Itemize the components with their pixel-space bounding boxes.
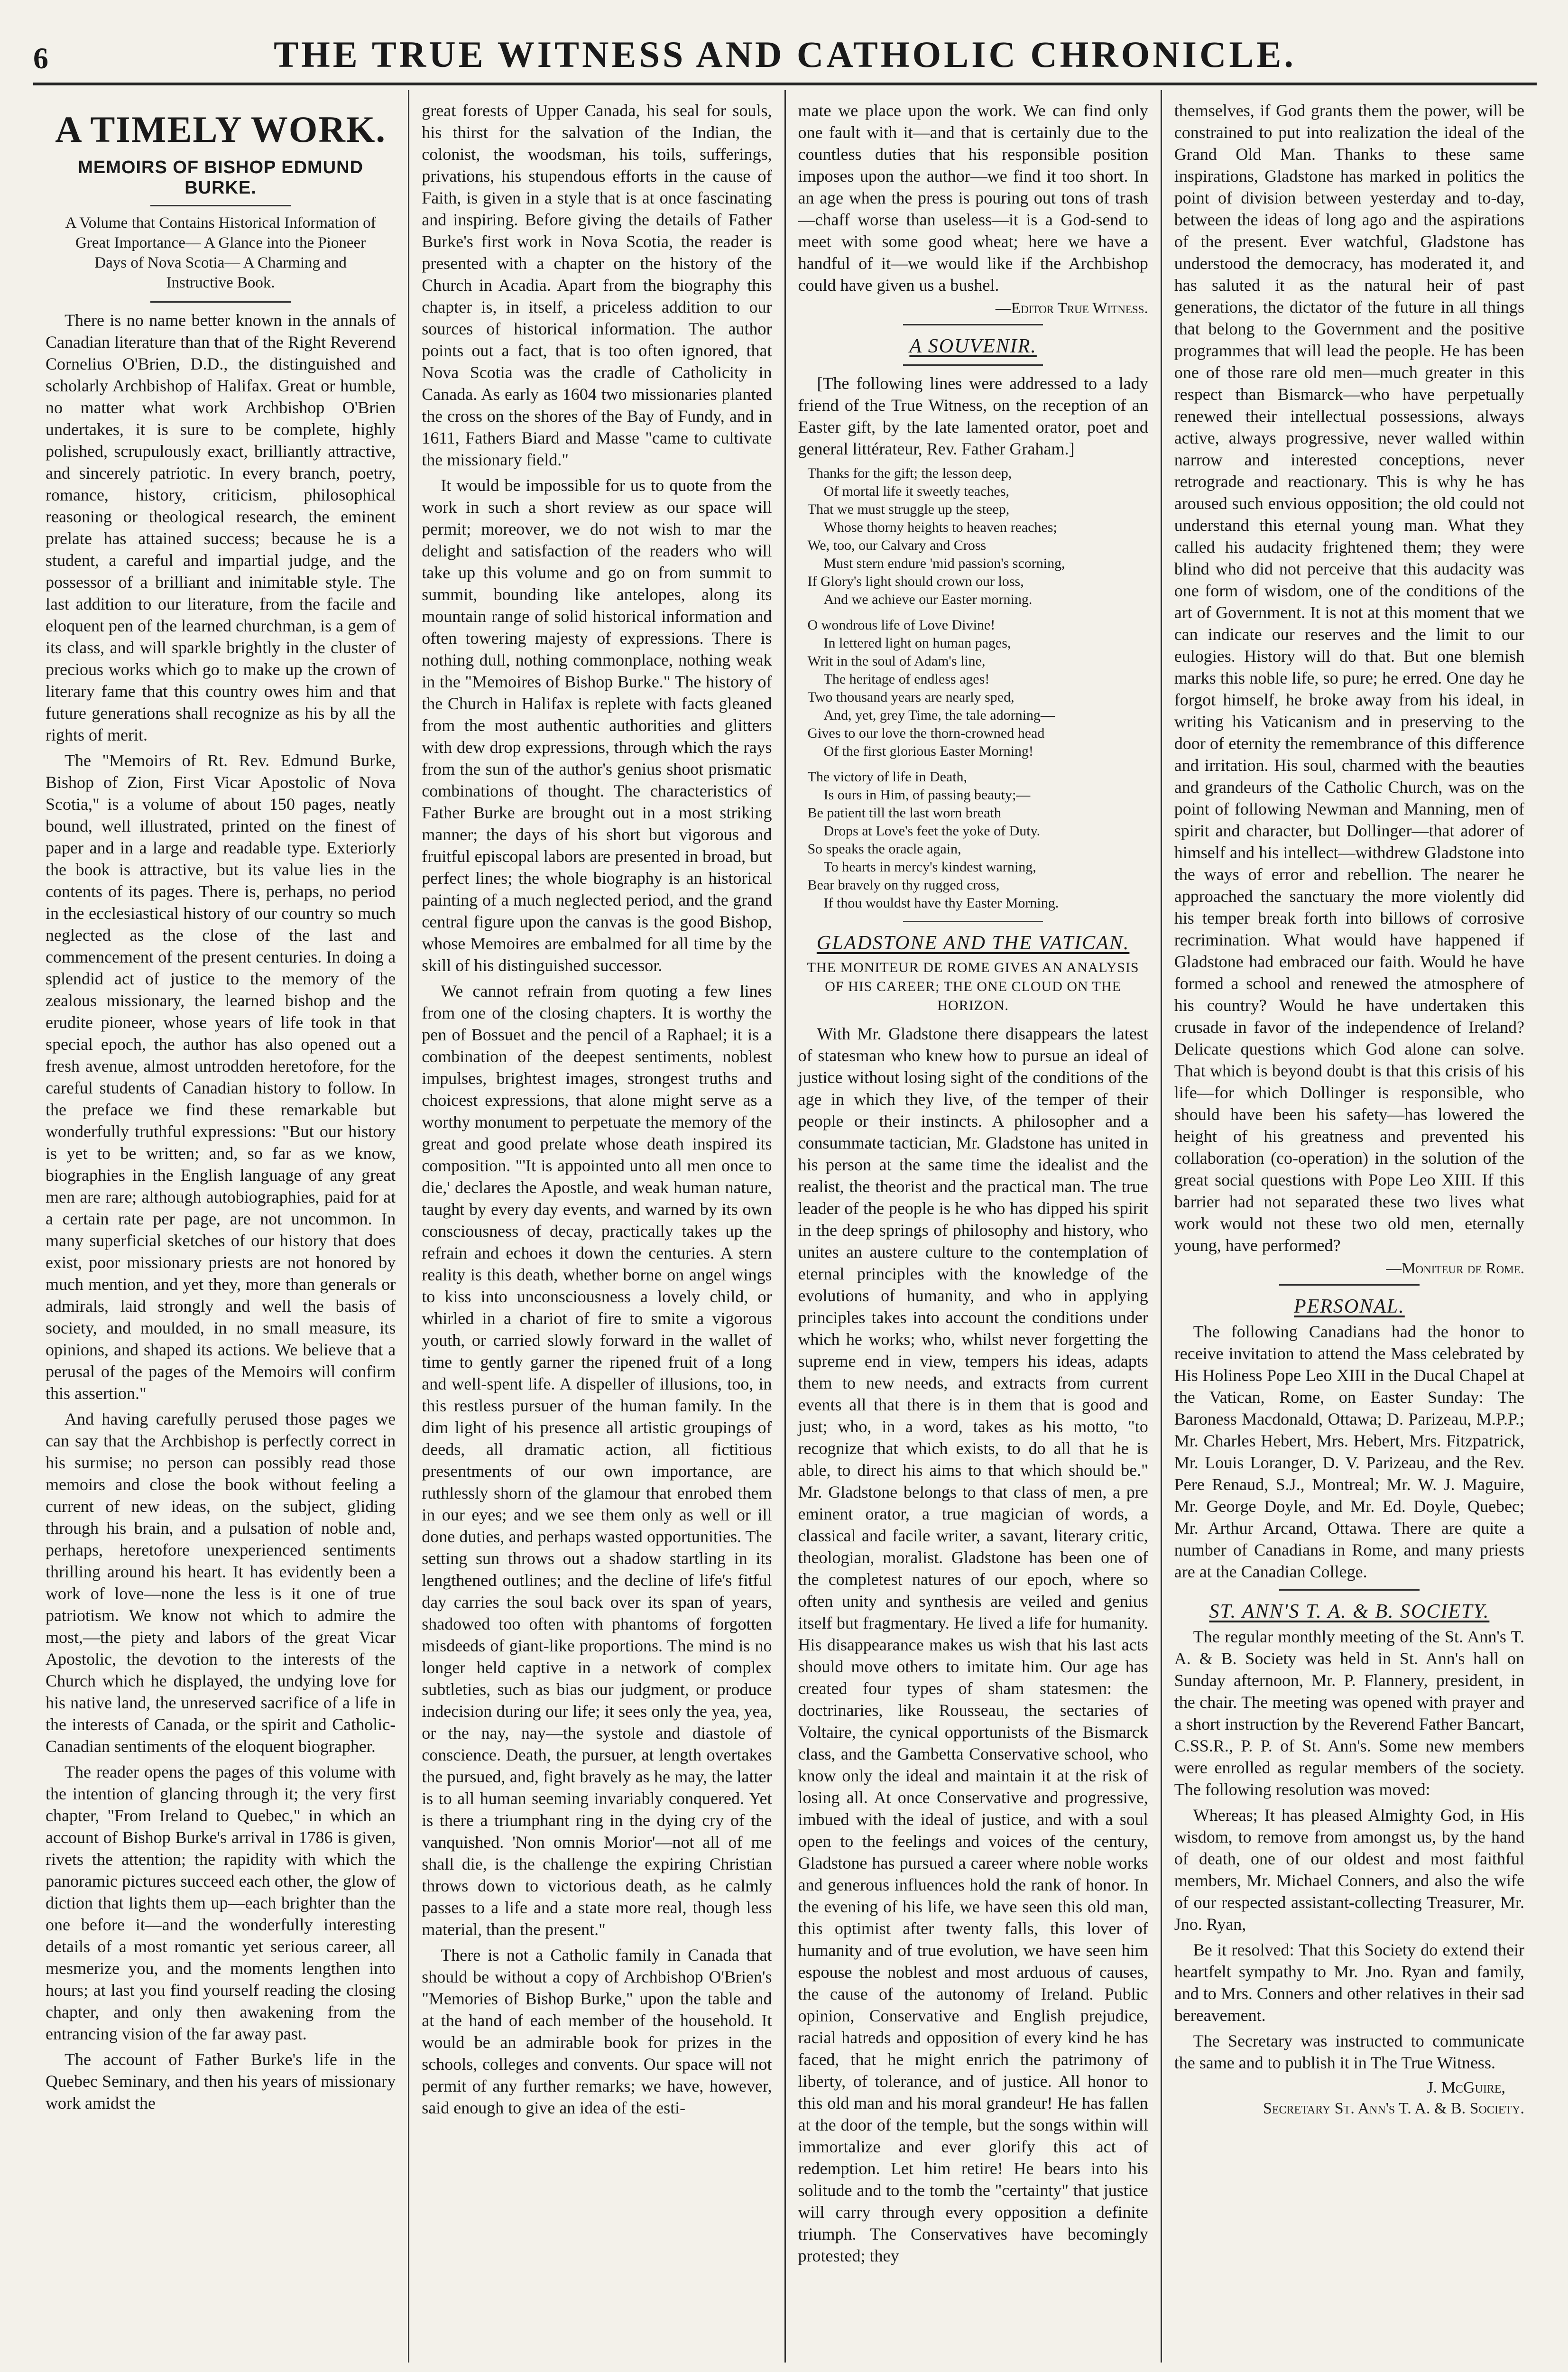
society-heading: ST. ANN'S T. A. & B. SOCIETY.	[1209, 1601, 1490, 1622]
poem-stanza	[808, 616, 1139, 760]
poem-line: O wondrous life of Love Divine!	[807, 617, 996, 633]
article-paragraph: Whereas; It has pleased Almighty God, in His wisdom, to remove from amongst us, by the hand of death, one of our oldest and most faithful members, Mr. Michael Conners, and also the wife of our respected assistant-collecting Treasurer, Mr. Jno. Ryan,	[1174, 1806, 1524, 1934]
poem-line: If Glory's light should crown our loss,	[807, 574, 1024, 589]
poem-line: Whose thorny heights to heaven reaches;	[823, 519, 1057, 535]
signature-name: J. McGuire,	[1427, 2079, 1505, 2096]
souvenir-heading: A SOUVENIR.	[909, 335, 1037, 357]
gladstone-heading: GLADSTONE AND THE VATICAN.	[816, 932, 1130, 954]
divider	[903, 324, 1043, 325]
poem-stanza	[808, 768, 1139, 912]
article-paragraph: mate we place upon the work. We can find only one fault with it—and that is certainly due to the countless duties that his responsible position imposes upon the author—we find it too short. In an age when the press is pouring out tons of trash—chaff worse than useless—it is a God-send to meet with some good wheat; here we have a handful of it—we would like if the Archbishop could have given us a bushel.	[798, 101, 1148, 295]
column-3	[786, 90, 1162, 2363]
editor-credit: —Editor True Witness.	[995, 300, 1148, 317]
article-paragraph: The Secretary was instructed to communicate the same and to publish it in The True Witness.	[1174, 2031, 1524, 2072]
poem-stanza	[808, 464, 1139, 609]
divider	[903, 921, 1043, 922]
column-4	[1162, 90, 1537, 2363]
poem-line: And we achieve our Easter morning.	[823, 592, 1033, 607]
newspaper-page	[33, 28, 1537, 2363]
gladstone-deck: THE MONITEUR DE ROME GIVES AN ANALYSIS OF HIS CAREER; THE ONE CLOUD ON THE HORIZON.	[807, 960, 1139, 1013]
article-paragraph: themselves, if God grants them the power, will be constrained to put into realization the ideal of the Grand Old Man. Thanks to these same inspirations, Gladstone has marked in politics the point of division between yesterday and to-day, between the ideas of long ago and the aspirations of the present. Ever watchful, Gladstone has understood the democracy, has moderated it, and has saluted it as the natural heir of past generations, the dictator of the future in all things that belong to the Government and the positive programmes that will lead the people. He has been one of those rare old men—much greater in this respect than Bismarck—who have perpetually renewed their intellectual possessions, always active, always progressive, never walled within narrow and interested conceptions, never retrograde and reactionary. This is why he has aroused such envious opposition; the old could not understand this eternal young man. What they called his audacity frightened them; they were blind who did not perceive that this audacity was one form of wisdom, one of the conditions of the art of Government. It is not at this moment that we can indicate our reserves and the limit to our eulogies. History will do that. But one blemish marks this noble life, so pure; he erred. One day he forgot himself, he broke away from his ideal, in writing his Vaticanism and in preserving to the door of eternity the remembrance of this difference and irritation. His soul, charmed with the beauties and grandeurs of the Catholic Church, was on the point of following Newman and Manning, men of spirit and character, but Dollinger—that adorer of himself and his intellect—withdrew Gladstone into the ways of error and rebellion. The nearer he approached the sanctuary the more violently did his temper break forth into billows of corrosive recrimination. What would have happened if Gladstone had embraced our faith. Would he have formed a school and renewed the atmosphere of his country? Would he have undertaken this crusade in favor of the independence of Ireland? Delicate questions which God alone can solve. That which is beyond doubt is that this crisis of his life—for which Dollinger is responsible, who should have been his safety—has lowered the height of his greatness and prevented his collaboration (co-operation) in the solution of the great social questions with Pope Leo XIII. If this barrier had not separated these two lives what work would not these two old men, eternally young, have performed?	[1174, 101, 1524, 1255]
poem-line: That we must struggle up the steep,	[807, 501, 1010, 517]
poem-line: And, yet, grey Time, the tale adorning—	[823, 707, 1055, 723]
poem-line: Writ in the soul of Adam's line,	[807, 653, 986, 669]
poem-line: Thanks for the gift; the lesson deep,	[807, 465, 1012, 481]
article-deck: A Volume that Contains Historical Information of Great Importance— A Glance into the Pioneer Days of Nova Scotia— A Charming and Instructive Book.	[65, 214, 376, 291]
article-paragraph: The reader opens the pages of this volume with the intention of glancing through it; the very first chapter, "From Ireland to Quebec," in which an account of Bishop Burke's arrival in 1786 is given, rivets the attention; the rapidity with which the panoramic pictures succeed each other, the glow of diction that lights them up—each brighter than the one before it—and the wonderfully interesting details of a most romantic yet serious career, all mesmerize you, and the moments lengthen into hours; at last you find yourself reading the closing chapter, and only then awakening from the entrancing vision of the far away past.	[46, 1762, 396, 2043]
poem-line: Drops at Love's feet the yoke of Duty.	[823, 823, 1041, 839]
poem-line: The heritage of endless ages!	[823, 671, 990, 687]
poem-line: The victory of life in Death,	[807, 769, 968, 785]
article-paragraph: We cannot refrain from quoting a few lines from one of the closing chapters. It is worthy the pen of Bossuet and the pencil of a Raphael; it is a combination of the deepest sentiments, noblest impulses, brightest images, strongest truths and choicest expressions, that alone might serve as a worthy monument to perpetuate the memory of the great and good prelate whose death inspired its composition. "'It is appointed unto all men once to die,' declares the Apostle, and weak human nature, taught by every day events, and warned by its own consciousness of decay, practically takes up the refrain and echoes it down the centuries. A stern reality is this death, whether borne on angel wings to kiss into unconsciousness a lovely child, or whirled in a chariot of fire to smite a vigorous youth, or carried slowly forward in the wallet of time to gently garner the ripened fruit of a long and well-spent life. A dispeller of illusions, too, in this restless pursuer of the human family. In the dim light of his presence all artistic groupings of deeds, all dramatic action, all fictitious presentments of our own importance, are ruthlessly shorn of the glamour that enrobed them in our eyes; and we see them only as well or ill done duties, and perhaps wasted opportunities. The setting sun throws out a shadow startling in its lengthened outlines; and the decline of life's fitful day carries the soul back over its span of years, shadowed too often with phantoms of forgotten misdeeds of giant-like proportions. The mind is no longer held captive in a network of complex subtleties, such as bias our judgment, or produce indecision during our life; it sees only the yea, yea, or the nay, nay—the systole and diastole of conscience. Death, the pursuer, at length overtakes the pursued, and, fight bravely as he may, the latter is to all human seeming invariably conquered. Yet is there a triumphant ring in the dying cry of the vanquished. 'Non omnis Morior'—not all of me shall die, is the challenge the expiring Christian throws down to victorious death, as he calmly passes to a life and a state more real, though less material, than the present."	[422, 982, 772, 1939]
newspaper-title: THE TRUE WITNESS AND CATHOLIC CHRONICLE.	[274, 34, 1296, 75]
article-headline: A TIMELY WORK.	[55, 109, 386, 150]
columns	[33, 90, 1537, 2363]
article-paragraph: Be it resolved: That this Society do extend their heartfelt sympathy to Mr. Jno. Ryan and family, and to Mrs. Conners and other relatives in their sad bereavement.	[1174, 1940, 1524, 2025]
divider	[150, 301, 290, 303]
poem-line: Of mortal life it sweetly teaches,	[823, 483, 1010, 499]
poem-line: We, too, our Calvary and Cross	[807, 537, 987, 553]
article-paragraph: The regular monthly meeting of the St. Ann's T. A. & B. Society was held in St. Ann's hall on Sunday afternoon, Mr. P. Flannery, president, in the chair. The meeting was opened with prayer and a short instruction by the Reverend Father Bancart, C.SS.R., P. P. of St. Ann's. Some new members were enrolled as regular members of the society. The following resolution was moved:	[1174, 1627, 1524, 1799]
poem-line: Be patient till the last worn breath	[807, 805, 1001, 821]
article-paragraph: The account of Father Burke's life in the Quebec Seminary, and then his years of missionary work amidst the	[46, 2050, 396, 2113]
article-paragraph: And having carefully perused those pages we can say that the Archbishop is perfectly correct in his surmise; no person can possibly read those memoirs and close the book without feeling a current of new ideas, on the subject, gliding through his brain, and a pulsation of noble and, perhaps, heretofore unexperienced sentiments thrilling around his heart. It has evidently been a work of love—none the less is it one of true patriotism. We know not which to admire the most,—the piety and labors of the great Vicar Apostolic, the devotion to the interests of the Church which he displayed, the undying love for his native land, the unreserved sacrifice of a life in the interests of Canada, or the spirit and Catholic-Canadian sentiments of the eloquent biographer.	[46, 1409, 396, 1756]
personal-heading: PERSONAL.	[1293, 1296, 1405, 1317]
signature	[1174, 2077, 1524, 2119]
poem-line: Bear bravely on thy rugged cross,	[807, 877, 1000, 893]
column-1	[33, 90, 409, 2363]
poem-line: In lettered light on human pages,	[823, 635, 1011, 651]
poem-line: Gives to our love the thorn-crowned head	[807, 725, 1045, 741]
divider	[1279, 1284, 1419, 1286]
article-paragraph: great forests of Upper Canada, his seal for souls, his thirst for the salvation of the Indian, the colonist, the woodsman, his toils, sufferings, privations, his stupendous efforts in the cause of Faith, is given in a style that is at once fascinating and inspiring. Before giving the details of Father Burke's first work in Nova Scotia, the reader is presented with a chapter on the history of the Church in Acadia. Apart from the biography this chapter is, in itself, a priceless addition to our sources of historical information. The author points out a fact, that is too often ignored, that Nova Scotia was the cradle of Catholicity in Canada. As early as 1604 two missionaries planted the cross on the shores of the Bay of Fundy, and in 1611, Fathers Biard and Masse "came to cultivate the missionary field."	[422, 101, 772, 469]
poem-line: So speaks the oracle again,	[807, 841, 961, 857]
page-number: 6	[33, 41, 48, 75]
souvenir-intro: [The following lines were addressed to a lady friend of the True Witness, on the reception of an Easter gift, by the late lamented orator, poet and general littérateur, Rev. Father Graham.]	[798, 374, 1148, 458]
poem-line: If thou wouldst have thy Easter Morning.	[823, 895, 1059, 911]
moniteur-credit: —Moniteur de Rome.	[1386, 1260, 1524, 1277]
poem-line: Two thousand years are nearly sped,	[807, 689, 1015, 705]
article-paragraph: The "Memoirs of Rt. Rev. Edmund Burke, Bishop of Zion, First Vicar Apostolic of Nova Scotia," is a volume of about 150 pages, neatly bound, well illustrated, printed on the finest of paper and in a large and readable type. Exteriorly the book is attractive, but its value lies in the contents of its pages. There is, perhaps, no period in the ecclesiastical history of our country so much neglected as the close of the last and commencement of the present centuries. In doing a splendid act of justice to the memory of the zealous missionary, the learned bishop and the erudite pioneer, whose years of life took in that special epoch, the author has also opened out a fresh avenue, almost untrodden heretofore, for the careful students of Canadian history to follow. In the preface we find these remarkable but wonderfully truthful expressions: "But our history is yet to be written; and, so far as we know, biographies in the English language of any great men are rare; although autobiographies, paid for at a certain rate per page, are not uncommon. In many superficial sketches of our history that does exist, poor missionary priests are not honored by much mention, and yet they, more than generals or admirals, laid strongly and well the basis of society, and moulded, in no small measure, its opinions, and shaped its actions. We believe that a perusal of the pages of the Memoirs will confirm this assertion."	[46, 751, 396, 1403]
poem-line: To hearts in mercy's kindest warning,	[823, 859, 1036, 875]
poem-line: Is ours in Him, of passing beauty;—	[823, 787, 1031, 803]
masthead	[33, 28, 1537, 85]
poem-line: Must stern endure 'mid passion's scorning,	[823, 556, 1065, 571]
divider	[150, 205, 290, 206]
signature-title: Secretary St. Ann's T. A. & B. Society.	[1263, 2100, 1524, 2117]
article-paragraph: The following Canadians had the honor to receive invitation to attend the Mass celebrated by His Holiness Pope Leo XIII in the Ducal Chapel at the Vatican, Rome, on Easter Sunday: The Baroness Macdonald, Ottawa; D. Parizeau, M.P.P.; Mr. Charles Hebert, Mrs. Hebert, Mrs. Fitzpatrick, Mr. Louis Loranger, D. V. Parizeau, and the Rev. Pere Renaud, S.J., Montreal; Mr. W. J. Maguire, Mr. George Doyle, and Mr. Ed. Doyle, Quebec; Mr. Arthur Arcand, Ottawa. There are quite a number of Canadians in Rome, and many priests are at the Canadian College.	[1174, 1322, 1524, 1581]
article-paragraph: It would be impossible for us to quote from the work in such a short review as our space will permit; moreover, we do not wish to mar the delight and satisfaction of the readers who will take up this volume and go on from summit to summit, bounding like antelopes, along its mountain range of solid historical information and often towering majesty of expressions. There is nothing dull, nothing commonplace, nothing weak in the "Memoires of Bishop Burke." The history of the Church in Halifax is replete with facts gleaned from the most authentic authorities and glitters with dew drop expressions, through which the rays from the sun of the author's genius shoot prismatic combinations of thought. The characteristics of Father Burke are brought out in a most striking manner; the days of his short but vigorous and fruitful episcopal labors are presented in broad, but perfect lines; the whole biography is an historical painting of a much neglected period, and the grand central figure upon the canvas is the good Bishop, whose Memoires are embalmed for all time by the skill of his distinguished successor.	[422, 476, 772, 975]
poem-line: Of the first glorious Easter Morning!	[823, 743, 1033, 759]
article-paragraph: There is no name better known in the annals of Canadian literature than that of the Right Reverend Cornelius O'Brien, D.D., the distinguished and scholarly Archbishop of Halifax. Great or humble, no matter what work Archbishop O'Brien undertakes, it is sure to be complete, highly polished, scrupulously exact, brilliantly attractive, and sincerely patriotic. In every branch, poetry, romance, history, criticism, philosophical reasoning or theological research, the eminent prelate has attained success; because he is a student, a careful and impartial judge, and the possessor of a brilliant and inimitable style. The last addition to our literature, from the facile and eloquent pen of the learned churchman, is a gem of its class, and will sparkle brightly in the cluster of precious works which go to make up the crown of literary fame that this country owes him and that future generations shall recognize as his by all the rights of merit.	[46, 311, 396, 744]
divider	[903, 364, 1043, 366]
poem	[808, 464, 1139, 912]
column-2	[409, 90, 785, 2363]
article-subhead: MEMOIRS OF BISHOP EDMUND BURKE.	[78, 158, 364, 198]
article-paragraph: There is not a Catholic family in Canada that should be without a copy of Archbishop O'Brien's "Memories of Bishop Burke," upon the table and at the hand of each member of the household. It would be an admirable book for prizes in the schools, colleges and convents. Our space will not permit of any further remarks; we have, however, said enough to give an idea of the esti-	[422, 1946, 772, 2117]
divider	[1279, 1589, 1419, 1591]
article-paragraph: With Mr. Gladstone there disappears the latest of statesman who knew how to pursue an ideal of justice without losing sight of the conditions of the age in which they live, of the temper of their people or their instincts. A philosopher and a consummate tactician, Mr. Gladstone has united in his person at the same time the idealist and the realist, the theorist and the practical man. The true leader of the people is he who has dipped his spirit in the deep springs of philosophy and history, who unites an austere culture to the contemplation of eternal principles with the knowledge of the evolutions of humanity, and who in applying principles takes into account the conditions under which he works; who, whilst never forgetting the supreme end in view, tempers his ideas, adapts them to new needs, and extracts from current events all that there is in them that is good and just; who, in a word, takes as his motto, "to recognize that which exists, to do all that he is able, to direct his aims to that which should be." Mr. Gladstone belongs to that class of men, a pre eminent orator, a true magician of words, a classical and facile writer, a savant, literary critic, theologian, moralist. Gladstone has been one of the completest natures of our epoch, where so often unity and synthesis are veiled and genius itself but fragmentary. He lived a life for humanity. His disappearance makes us wish that his last acts should move others to imitate him. Our age has created four types of sham statesmen: the doctrinaries, like Rousseau, the sectaries of Voltaire, the cynical opportunists of the Bismarck class, and the Gambetta Conservative school, who know only the ideal and maintain it at the risk of losing all. At once Conservative and progressive, imbued with the ideal of justice, and with a soul open to the feelings and voices of the century, Gladstone has pursued a career where noble works and generous influences hold the rank of honor. In the evening of his life, we have seen this old man, this optimist after twenty falls, this lover of humanity and of true evolution, we have seen him espouse the noblest and most arduous of causes, the cause of the autonomy of Ireland. Public opinion, Conservative and English prejudice, racial hatreds and opposition of every kind he has faced, that he might enrich the patrimony of liberty, of tolerance, and of justice. All honor to this old man and his moral grandeur! He has fallen at the door of the temple, but the songs within will immortalize and ever glorify this act of redemption. Let him retire! He bears into his solitude and to the tomb the "certainty" that justice will carry through every opposition a definite triumph. The Conservatives have becomingly protested; they	[798, 1024, 1148, 2265]
